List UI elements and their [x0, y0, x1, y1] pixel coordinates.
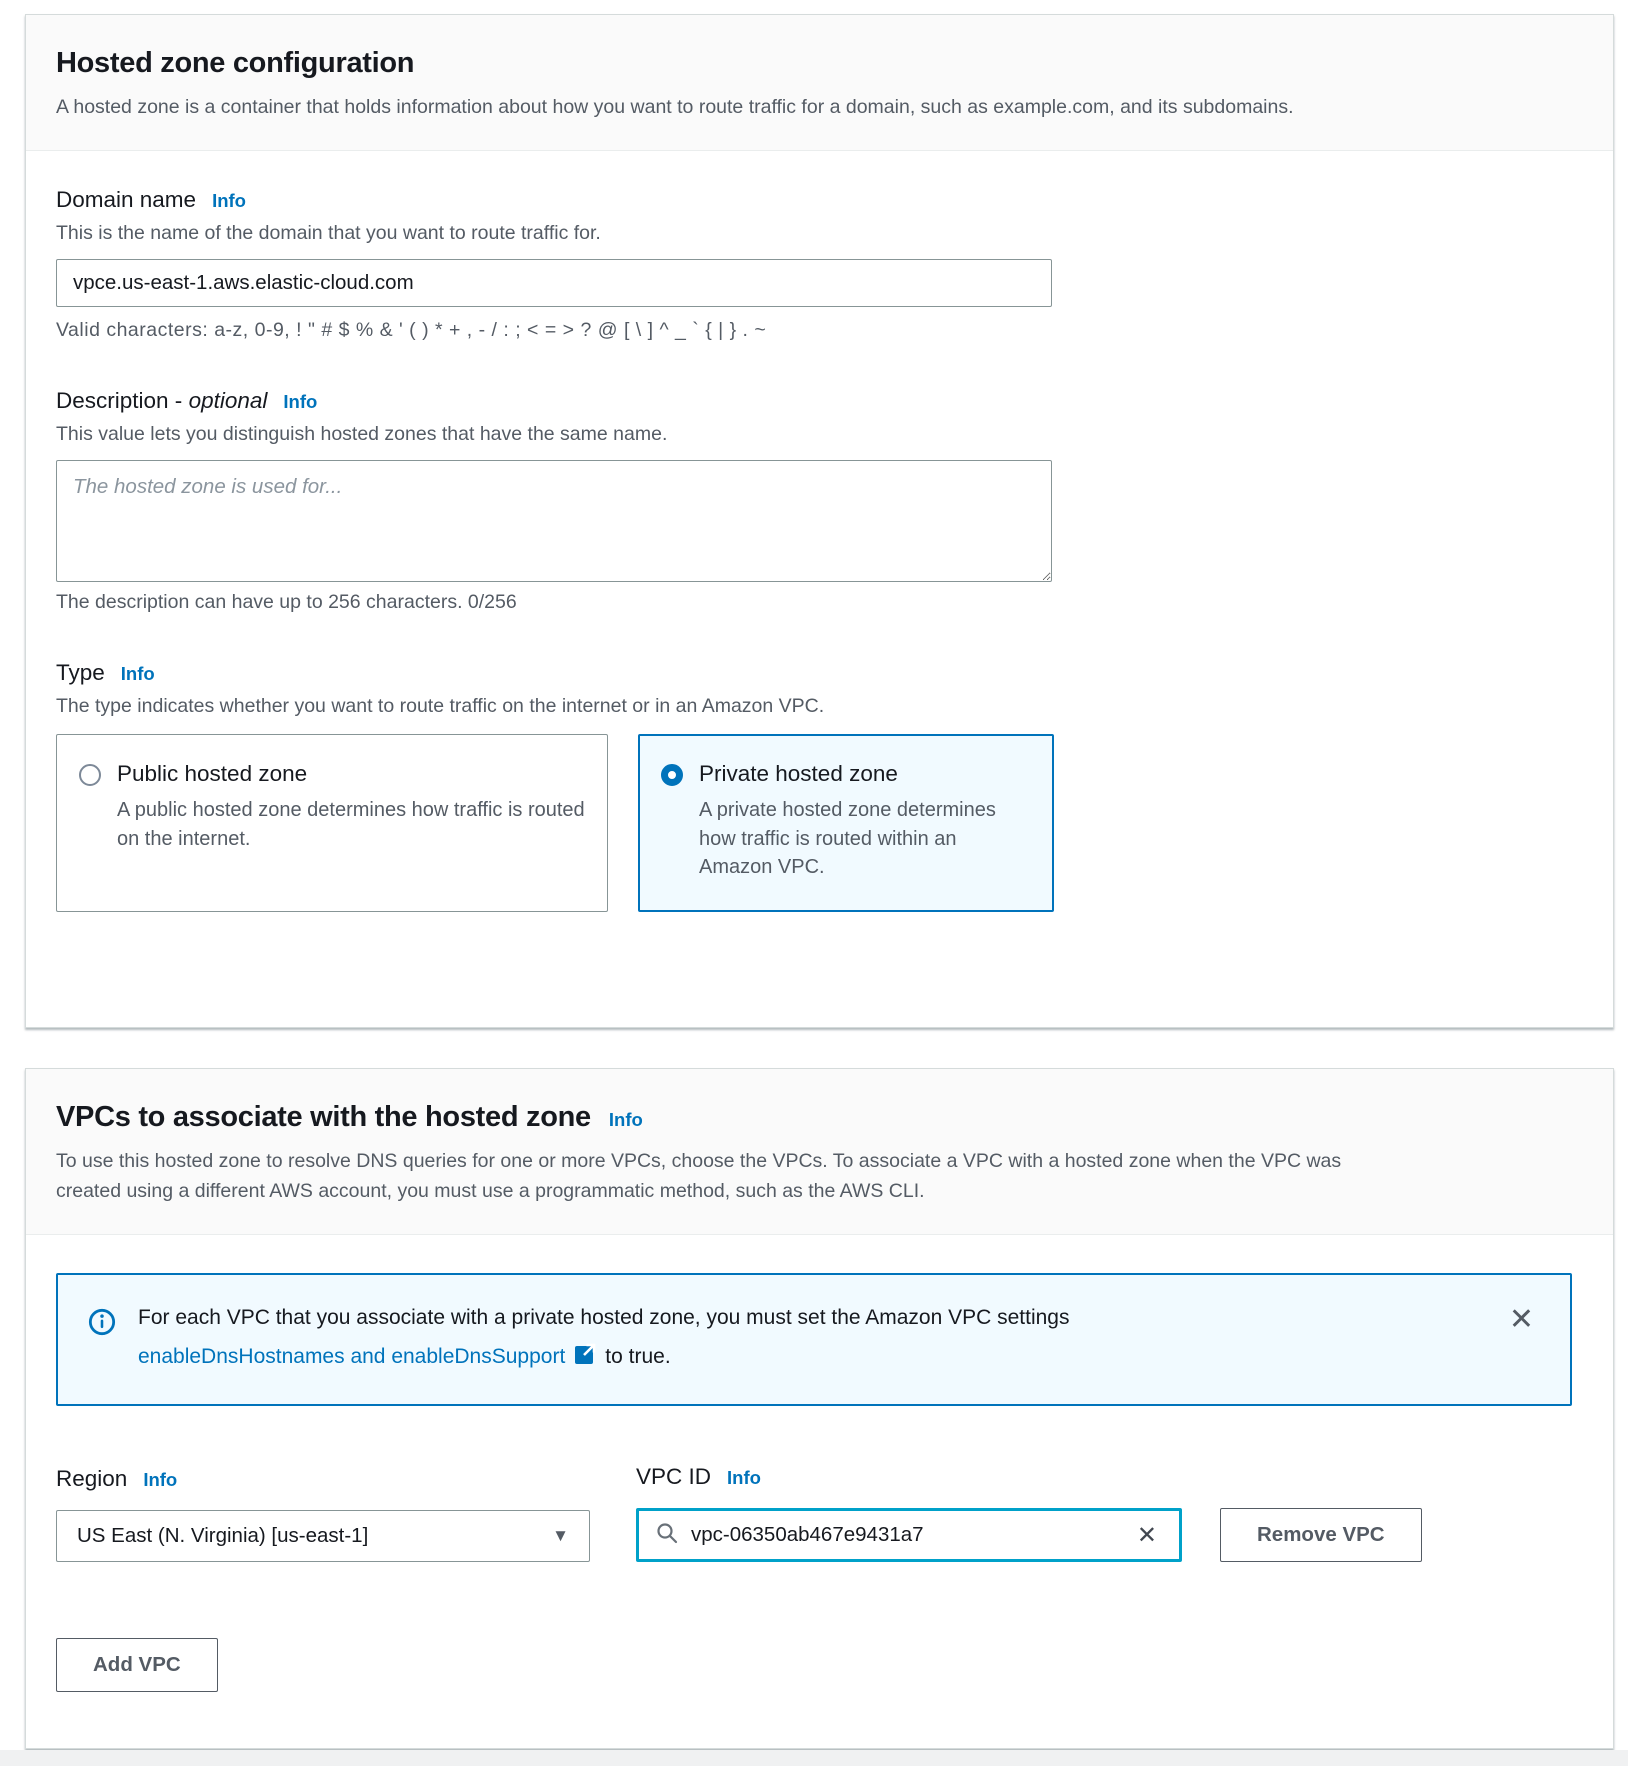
banner-text-before: For each VPC that you associate with a private hosted zone, you must set the Amazon VPC settings — [138, 1306, 1070, 1330]
domain-name-label: Domain name — [56, 187, 197, 213]
panel-header — [26, 15, 1613, 151]
vpc-id-info-link[interactable]: Info — [727, 1467, 761, 1489]
public-hosted-zone-title: Public hosted zone — [117, 761, 308, 787]
vpc-id-search-box — [636, 1508, 1182, 1562]
region-info-link[interactable]: Info — [143, 1469, 178, 1491]
domain-name-input[interactable] — [56, 259, 1052, 307]
search-icon — [655, 1521, 679, 1550]
optional-label: optional — [188, 388, 268, 414]
chevron-down-icon: ▼ — [552, 1526, 569, 1546]
hosted-zone-configuration-panel — [25, 14, 1614, 1028]
description-label-row — [56, 388, 1583, 414]
type-section — [56, 660, 1583, 912]
enable-dns-settings-link[interactable]: enableDnsHostnames and enableDnsSupport — [138, 1345, 566, 1369]
banner-close-icon[interactable]: ✕ — [1501, 1299, 1542, 1341]
vpcs-to-associate-panel — [25, 1068, 1614, 1749]
domain-name-section — [56, 187, 1583, 342]
description-textarea[interactable] — [56, 460, 1052, 582]
domain-name-label-row — [56, 187, 1583, 213]
vpc-settings-info-banner — [56, 1273, 1572, 1406]
type-label: Type — [56, 660, 105, 686]
description-info-link[interactable]: Info — [283, 391, 318, 413]
character-count-hint: The description can have up to 256 characters. 0/256 — [56, 591, 517, 614]
external-link-icon[interactable] — [573, 1341, 597, 1380]
vpc-id-input[interactable] — [691, 1523, 1119, 1547]
vpc-id-label: VPC ID — [636, 1464, 712, 1490]
region-select[interactable] — [56, 1510, 590, 1562]
description-help: This value lets you distinguish hosted zones that have the same name. — [56, 423, 668, 446]
type-radio-group — [56, 734, 1583, 912]
public-hosted-zone-description: A public hosted zone determines how traffic is routed on the internet. — [117, 799, 585, 850]
info-circle-icon — [88, 1308, 116, 1341]
add-vpc-button[interactable]: Add VPC — [56, 1638, 218, 1692]
description-label: Description - optional — [56, 388, 268, 414]
panel-description: A hosted zone is a container that holds information about how you want to route traffic for a domain, such as example.com, and its subdomains. — [56, 96, 1294, 118]
radio-unselected-icon[interactable] — [79, 764, 101, 786]
clear-input-icon[interactable]: ✕ — [1131, 1519, 1163, 1552]
region-label-row — [56, 1466, 590, 1492]
public-hosted-zone-option[interactable] — [56, 734, 608, 912]
page-background-strip — [0, 1750, 1628, 1766]
private-hosted-zone-description: A private hosted zone determines how traffic is routed within an Amazon VPC. — [699, 799, 996, 878]
type-info-link[interactable]: Info — [120, 663, 155, 685]
vpc-association-row — [56, 1464, 1583, 1562]
panel-title: Hosted zone configuration — [56, 47, 415, 79]
panel-title: VPCs to associate with the hosted zone — [56, 1101, 591, 1133]
region-field — [56, 1466, 590, 1562]
panel-body — [26, 151, 1613, 942]
vpc-id-field — [636, 1464, 1182, 1562]
remove-vpc-column — [1220, 1508, 1422, 1562]
banner-text — [138, 1299, 1070, 1380]
domain-name-help: This is the name of the domain that you want to route traffic for. — [56, 222, 601, 245]
vpcs-info-link[interactable]: Info — [608, 1109, 643, 1130]
radio-selected-icon[interactable] — [661, 764, 683, 786]
type-label-row — [56, 660, 1583, 686]
panel-title-row — [56, 1101, 1583, 1134]
panel-body — [26, 1235, 1613, 1722]
vpc-id-label-row — [636, 1464, 1182, 1490]
remove-vpc-button[interactable]: Remove VPC — [1220, 1508, 1422, 1562]
panel-header — [26, 1069, 1613, 1235]
domain-name-info-link[interactable]: Info — [212, 190, 246, 212]
banner-text-after: to true. — [605, 1345, 671, 1369]
region-selected-value: US East (N. Virginia) [us-east-1] — [77, 1524, 369, 1548]
region-label: Region — [56, 1466, 128, 1492]
valid-characters-hint: Valid characters: a-z, 0-9, ! " # $ % & ' ( ) * + , - / : ; < = > ? @ [ \ ] ^ _ ` { | } . ~ — [56, 319, 767, 342]
type-help: The type indicates whether you want to route traffic on the internet or in an Amazon VPC. — [56, 695, 825, 718]
panel-description: To use this hosted zone to resolve DNS queries for one or more VPCs, choose the VPCs. To associate a VPC with a hosted zone when the VPC was created using a different AWS account, you must use a programmatic method, such as the AWS CLI. — [56, 1150, 1342, 1203]
private-hosted-zone-title: Private hosted zone — [699, 761, 898, 787]
private-hosted-zone-option[interactable] — [638, 734, 1054, 912]
description-section — [56, 388, 1583, 614]
